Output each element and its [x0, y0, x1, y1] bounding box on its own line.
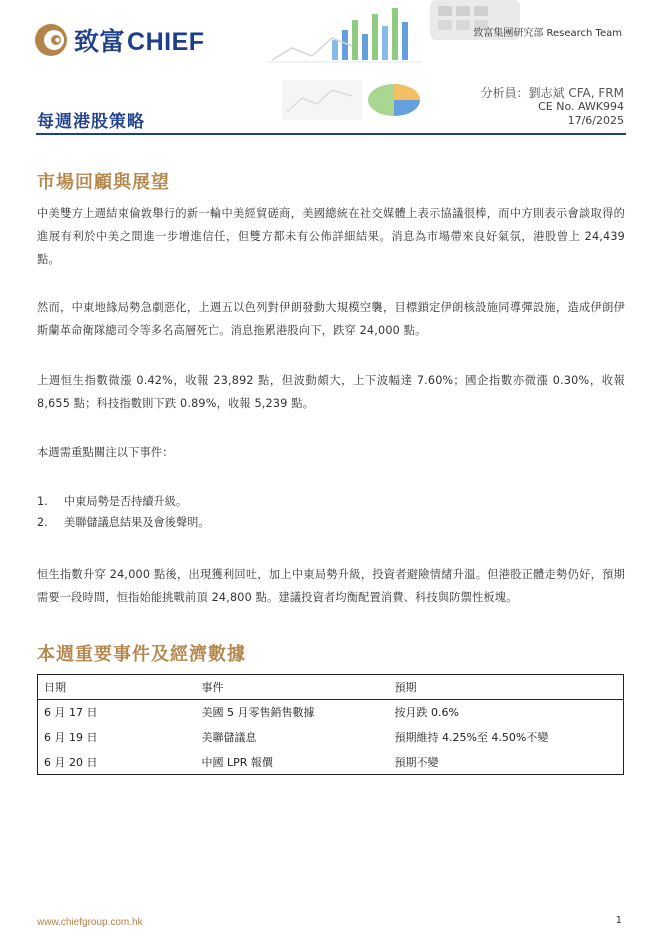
market-review-heading: 市場回顧與展望 — [37, 172, 170, 193]
chief-logo-icon — [34, 23, 68, 57]
report-date: 17/6/2025 — [567, 114, 624, 127]
page-number: 1 — [615, 915, 622, 926]
analyst-name: 分析員：劉志斌 CFA, FRM — [480, 86, 624, 100]
header-divider — [36, 133, 626, 135]
watch-intro: 本週需重點關注以下事件： — [37, 446, 174, 459]
analyst-info — [481, 86, 624, 128]
table-header-row — [38, 675, 624, 700]
logo-wordmark — [74, 22, 205, 58]
footer-website-link[interactable]: www.chiefgroup.com.hk — [37, 917, 143, 928]
cell-date: 6 月 19 日 — [44, 731, 98, 744]
cell-forecast: 預期不變 — [394, 755, 439, 769]
table-row — [38, 750, 624, 775]
watch-list — [37, 491, 209, 533]
chief-logo[interactable] — [34, 22, 205, 58]
table-row — [38, 725, 624, 750]
cell-date: 6 月 17 日 — [44, 706, 98, 720]
cell-event: 美聯儲議息 — [201, 731, 257, 744]
header-event: 事件 — [196, 675, 389, 700]
cell-forecast: 預期維持 4.25%至 4.50%不變 — [394, 731, 549, 744]
logo-text-cn: 致富 — [74, 27, 126, 56]
review-paragraph-2: 然而，中東地緣局勢急劇惡化，上週五以色列對伊朗發動大規模空襲，目標鎖定伊朗核設施同導彈設施，造成伊朗伊斯蘭革命衛隊總司令等多名高層死亡。消息拖累港股向下，跌穿 24,000 點。 — [37, 301, 625, 337]
report-title: 每週港股策略 — [37, 112, 145, 132]
cell-event: 美國 5 月零售銷售數據 — [201, 706, 315, 720]
header-date: 日期 — [38, 675, 196, 700]
events-table — [37, 674, 624, 775]
cell-date: 6 月 20 日 — [44, 755, 98, 769]
list-item-text: 中東局勢是否持續升級。 — [64, 495, 188, 508]
list-item-text: 美聯儲議息結果及會後聲明。 — [64, 516, 210, 529]
list-item-number: 2. — [37, 516, 48, 529]
cell-event: 中國 LPR 報價 — [201, 755, 273, 769]
ce-number: CE No. AWK994 — [538, 100, 624, 113]
logo-text-en: CHIEF — [127, 28, 205, 56]
review-paragraph-1: 中美雙方上週結束倫敦舉行的新一輪中美經貿磋商，美國總統在社交媒體上表示協議很棒，而中方則表示會談取得的進展有利於中美之間進一步增進信任，但雙方都未有公佈詳細結果。消息為市場帶來良好氣氛，港股曾上 24,439 點。 — [37, 207, 625, 266]
table-row — [38, 700, 624, 725]
review-paragraph-3: 上週恒生指數微漲 0.42%，收報 23,892 點，但波動頗大，上下波幅達 7.60%；國企指數亦微漲 0.30%，收報 8,655 點；科技指數則下跌 0.89%，收報 5,239 點。 — [37, 374, 625, 410]
header-forecast: 預期 — [389, 675, 624, 700]
list-item — [37, 512, 209, 533]
research-team-label: 致富集團研究部 Research Team — [473, 28, 622, 39]
cell-forecast: 按月跌 0.6% — [394, 706, 459, 720]
review-paragraph-outlook: 恒生指數升穿 24,000 點後，出現獲利回吐，加上中東局勢升級，投資者避險情緒升溫。但港股正體走勢仍好，預期需要一段時間，恒指始能挑戰前頂 24,800 點。建議投資者均衡配置消費、科技與防禦性板塊。 — [37, 568, 625, 604]
list-item-number: 1. — [37, 495, 48, 508]
report-header — [0, 0, 662, 140]
events-heading: 本週重要事件及經濟數據 — [37, 644, 246, 665]
list-item — [37, 491, 209, 512]
